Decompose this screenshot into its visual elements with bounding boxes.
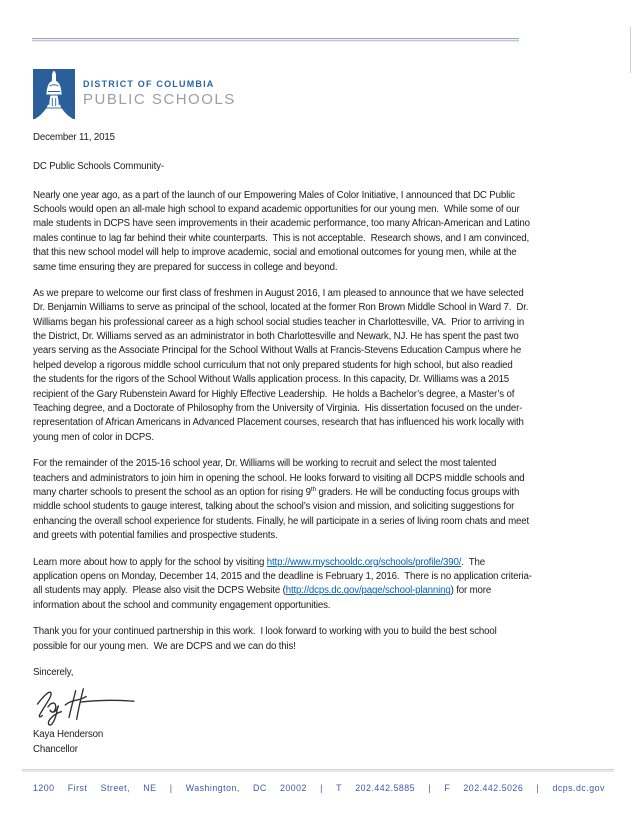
signature-image (31, 684, 149, 726)
scan-artifact-line (630, 27, 631, 73)
body-line (33, 246, 611, 260)
text-segment: years serving as the Associate Principal for the School Without Walls at Francis-Stevens Education Campus where he (33, 345, 522, 357)
body-line (33, 640, 611, 654)
text-segment: Schools would open an all-male high school to expand academic opportunities for our young men. While some of our (33, 203, 520, 215)
footer-token: 1200 (33, 783, 55, 793)
org-name-line2: PUBLIC SCHOOLS (83, 91, 236, 108)
text-segment: information about the school and community engagement opportunities. (33, 599, 331, 611)
footer (33, 783, 605, 793)
body-line (33, 388, 611, 402)
letter-paragraph (33, 287, 611, 445)
text-segment: male students in DCPS have seen improvements in their academic performance, too many African-American and Latino (33, 218, 530, 230)
sup-segment: th (310, 486, 317, 494)
text-segment: Teaching degree, and a Doctorate of Philosophy from the University of Virginia. His dissertation focused on the under- (33, 403, 523, 415)
body-line (33, 232, 611, 246)
footer-token: T (336, 783, 343, 793)
text-segment: and greets with potential families and prospective students. (33, 530, 278, 542)
letter-body (33, 131, 611, 757)
text-segment: young men of color in DCPS. (33, 431, 154, 443)
text-segment: Williams began his professional career as a high school social studies teacher in Charlottesville, VA. Prior to arriving in (33, 316, 525, 328)
org-name-line1: DISTRICT OF COLUMBIA (83, 79, 215, 89)
footer-token: DC (253, 783, 267, 793)
text-segment: recipient of the Gary Rubenstein Award for Highly Effective Leadership. He holds a Bachelor’s degree, a Master’s of (33, 388, 515, 400)
footer-token: First (67, 783, 88, 793)
text-segment: helped develop a rigorous middle school curriculum that not only prepared students for high school, but also readied (33, 359, 513, 371)
text-segment: all students may apply. Please also visit the DCPS Website ( (33, 585, 286, 597)
text-segment: Nearly one year ago, as a part of the launch of our Empowering Males of Color Initiative, I announced that DC Public (33, 189, 515, 201)
signature-name: Kaya Henderson (33, 729, 104, 741)
footer-separator: | (536, 783, 540, 793)
body-line (33, 457, 611, 471)
body-line (33, 261, 611, 275)
text-segment: males continue to lag far behind their white counterparts. This is not acceptable. Research shows, and I am convinced, (33, 232, 530, 244)
body-line (33, 416, 611, 430)
body-line (33, 359, 611, 373)
body-line (33, 472, 611, 486)
body-line (33, 189, 611, 203)
body-line (33, 529, 611, 543)
footer-separator: | (320, 783, 323, 793)
capitol-dome-icon (33, 69, 75, 119)
text-segment: Thank you for your continued partnership in this work. I look forward to working with you to build the best school (33, 626, 497, 638)
text-segment: that this new school model will help to improve academic, social and emotional outcomes for young men, while at the (33, 247, 517, 259)
text-segment: same time ensuring they are prepared for success in college and beyond. (33, 261, 338, 273)
body-line (33, 431, 611, 445)
text-segment: teachers and administrators to join him in opening the school. He looks forward to visiting all DCPS middle schools and (33, 472, 525, 484)
body-line (33, 217, 611, 231)
letter-date: December 11, 2015 (33, 132, 115, 143)
body-line (33, 500, 611, 514)
text-segment: graders. He will be conducting focus groups with (316, 486, 520, 498)
dcps-website-link[interactable]: http://dcps.dc.gov/page/school-planning (285, 585, 451, 597)
myschooldc-link[interactable]: http://www.myschooldc.org/schools/profile/390/ (266, 556, 462, 568)
text-segment: Learn more about how to apply for the school by visiting (33, 556, 267, 568)
text-segment: representation of African Americans in Advanced Placement courses, research that has influenced his work locally with (33, 417, 524, 429)
body-line (33, 330, 611, 344)
footer-separator: | (428, 783, 432, 793)
signature-title: Chancellor (33, 743, 78, 755)
top-rule (32, 38, 519, 42)
closing: Sincerely, (33, 666, 74, 678)
text-segment: enhancing the overall school experience for students. Finally, he will participate in a series of living room chats and meet (33, 515, 530, 527)
letter-paragraph (33, 189, 611, 275)
text-segment: the District, Dr. Williams served as an administrator in both Charlottesville and Newark, NJ. He has spent the past two (33, 331, 519, 343)
text-segment: the students for the rigors of the School Without Walls application process. In this capacity, Dr. Williams was a 2015 (33, 374, 510, 386)
body-line (33, 344, 611, 358)
letter-paragraph (33, 457, 611, 543)
text-segment: middle school students to gauge interest, talking about the school’s vision and mission, and soliciting suggestions for (33, 501, 515, 513)
footer-token: F (444, 783, 451, 793)
body-line (33, 570, 611, 584)
footer-token: NE (143, 783, 157, 793)
footer-token: 202.442.5885 (355, 783, 416, 793)
body-line (33, 556, 611, 570)
text-segment: As we prepare to welcome our first class of freshmen in August 2016, I am pleased to announce that we have selected (33, 287, 524, 299)
body-line (33, 287, 611, 301)
dcps-logo (33, 69, 236, 119)
letter-paragraphs (33, 189, 611, 654)
body-line (33, 486, 611, 500)
salutation: DC Public Schools Community- (33, 160, 164, 172)
body-line (33, 515, 611, 529)
text-segment: For the remainder of the 2015-16 school year, Dr. Williams will be working to recruit and select the most talented (33, 458, 497, 470)
body-line (33, 373, 611, 387)
body-line (33, 402, 611, 416)
body-line (33, 625, 611, 639)
text-segment: possible for our young men. We are DCPS and we can do this! (33, 640, 296, 652)
text-segment: . The (461, 556, 485, 568)
text-segment: ) for more (450, 585, 492, 597)
footer-token: 202.442.5026 (463, 783, 524, 793)
body-line (33, 301, 611, 315)
letter-paragraph (33, 625, 611, 654)
footer-token: Street, (100, 783, 131, 793)
footer-token: dcps.dc.gov (552, 783, 605, 793)
text-segment: Dr. Benjamin Williams to serve as principal of the school, located at the former Ron Brown Middle School in Ward 7. Dr. (33, 302, 529, 314)
org-name-block (83, 69, 236, 108)
footer-separator: | (169, 783, 173, 793)
letter-paragraph (33, 556, 611, 614)
body-line (33, 584, 611, 598)
body-line (33, 203, 611, 217)
footer-rule (22, 769, 614, 772)
text-segment: application opens on Monday, December 14, 2015 and the deadline is February 1, 2016. There is no application criteria- (33, 570, 532, 582)
body-line (33, 316, 611, 330)
body-line (33, 599, 611, 613)
footer-token: 20002 (279, 783, 307, 793)
footer-token: Washington, (185, 783, 240, 793)
text-segment: many charter schools to present the school as an option for rising 9 (33, 486, 311, 498)
